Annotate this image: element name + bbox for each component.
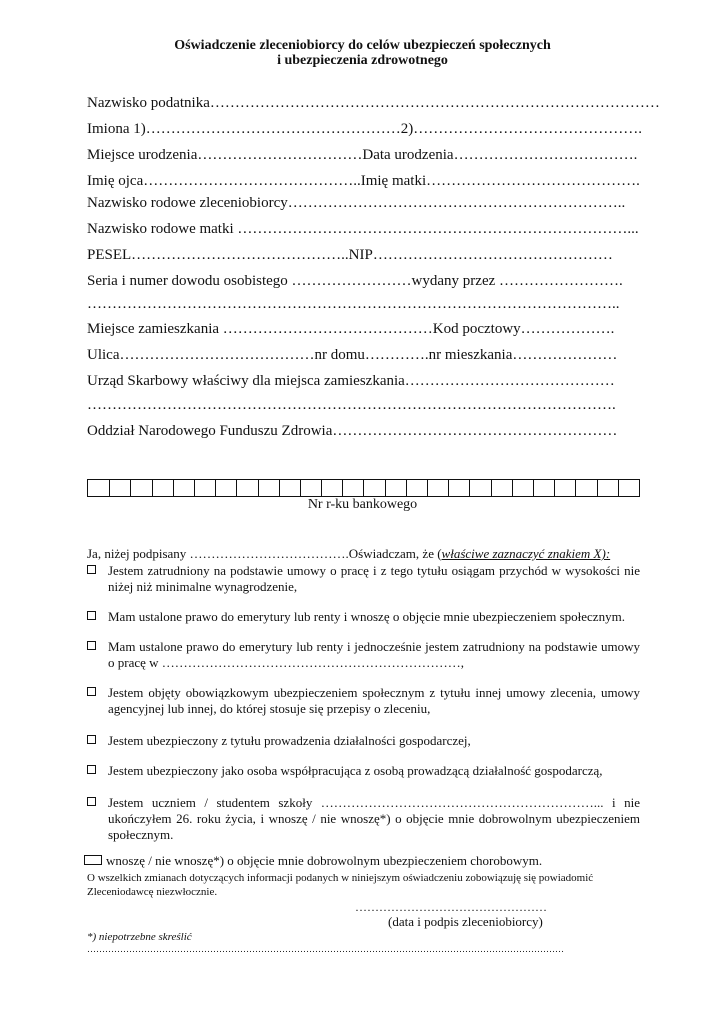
bank-account-digit-cell[interactable]	[618, 480, 639, 496]
option-pension	[87, 609, 640, 625]
bank-account-digit-cell[interactable]	[469, 480, 490, 496]
footnote: *) niepotrzebne skreślić	[87, 931, 192, 943]
bank-account-digit-cell[interactable]	[109, 480, 130, 496]
field-nfz-branch[interactable]: Oddział Narodowego Funduszu Zdrowia…………………………………………………	[87, 423, 618, 439]
bank-account-digit-cell[interactable]	[300, 480, 321, 496]
bank-account-digit-cell[interactable]	[321, 480, 342, 496]
field-residence-postal[interactable]: Miejsce zamieszkania ……………………………………Kod pocztowy……………….	[87, 321, 615, 337]
option-employed	[87, 563, 640, 595]
field-street-address[interactable]: Ulica…………………………………nr domu………….nr mieszkania…………………	[87, 347, 618, 363]
checkbox-pension[interactable]	[87, 611, 96, 620]
option-student	[87, 795, 640, 843]
option-sickness-insurance-text: wnoszę / nie wnoszę*) o objęcie mnie dobrowolnym ubezpieczeniem chorobowym.	[106, 853, 543, 868]
bank-account-digit-cell[interactable]	[236, 480, 257, 496]
checkbox-cooperating[interactable]	[87, 765, 96, 774]
bank-account-digit-cell[interactable]	[597, 480, 618, 496]
checkbox-pension-employed[interactable]	[87, 641, 96, 650]
bank-account-digit-cell[interactable]	[194, 480, 215, 496]
field-id-card[interactable]: Seria i numer dowodu osobistego ……………………wydany przez …………………….	[87, 273, 623, 289]
option-pension-employed-text: Mam ustalone prawo do emerytury lub renty i jednocześnie jestem zatrudniony na podstawie umowy o pracę w ……………………………………………………………,	[108, 639, 640, 670]
bank-account-digit-cell[interactable]	[533, 480, 554, 496]
option-business	[87, 733, 640, 749]
bottom-dotted-line: ……………………………………………………………………………………………………………………………………………	[87, 944, 564, 954]
option-cooperating-text: Jestem ubezpieczony jako osoba współpracująca z osobą prowadzącą działalność gospodarczą,	[108, 763, 603, 778]
field-tax-office[interactable]: Urząd Skarbowy właściwy dla miejsca zamieszkania……………………………………	[87, 373, 615, 389]
field-tax-office-continued[interactable]: …………………………………………………………………………………………….	[87, 397, 616, 413]
bank-account-digit-cell[interactable]	[512, 480, 533, 496]
declaration-instruction: właściwe zaznaczyć znakiem X):	[441, 546, 611, 561]
field-pesel-nip[interactable]: PESEL……………………………………..NIP…………………………………………	[87, 247, 613, 263]
checkbox-student[interactable]	[87, 797, 96, 806]
bank-account-digit-cell[interactable]	[448, 480, 469, 496]
bank-account-digit-cell[interactable]	[427, 480, 448, 496]
declaration-intro	[87, 546, 610, 562]
form-title-line2: i ubezpieczenia zdrowotnego	[277, 53, 448, 68]
bank-account-digit-cell[interactable]	[406, 480, 427, 496]
checkbox-employed[interactable]	[87, 565, 96, 574]
bank-account-digit-cell[interactable]	[342, 480, 363, 496]
change-notice: O wszelkich zmianach dotyczących informacji podanych w niniejszym oświadczeniu zobowiązuję się powiadomić Zleceniodawcę niezwłocznie.	[87, 872, 594, 898]
bank-account-digit-cell[interactable]	[385, 480, 406, 496]
option-employed-text: Jestem zatrudniony na podstawie umowy o pracę i z tego tytułu osiągam przychód w wysokości nie niżej niż minimalne wynagrodzenie,	[108, 563, 640, 594]
bank-account-grid[interactable]	[87, 479, 640, 497]
option-pension-employed	[87, 639, 640, 671]
bank-account-digit-cell[interactable]	[152, 480, 173, 496]
field-id-card-continued[interactable]: ……………………………………………………………………………………………..	[87, 296, 620, 312]
declaration-prefix: Ja, niżej podpisany ……………………………….Oświadczam, że (	[87, 546, 442, 561]
bank-account-digit-cell[interactable]	[554, 480, 575, 496]
field-maiden-name[interactable]: Nazwisko rodowe zleceniobiorcy…………………………………………………………..	[87, 195, 626, 211]
option-student-text: Jestem uczniem / studentem szkoły ………………………………………………………... i nie ukończyłem 26. roku życia, i wnoszę / nie wnoszę*) o objęcie mnie dobrowolnym ubezpieczeniem społecznym.	[108, 795, 640, 842]
field-taxpayer-surname[interactable]: Nazwisko podatnika………………………………………………………………………………	[87, 95, 660, 111]
signature-label: (data i podpis zleceniobiorcy)	[388, 914, 543, 929]
field-mother-maiden-name[interactable]: Nazwisko rodowe matki ……………………………………………………………………...	[87, 221, 639, 237]
option-pension-text: Mam ustalone prawo do emerytury lub renty i wnoszę o objęcie mnie ubezpieczeniem społecznym.	[108, 609, 625, 624]
option-business-text: Jestem ubezpieczony z tytułu prowadzenia działalności gospodarczej,	[108, 733, 471, 748]
checkbox-other-contract[interactable]	[87, 687, 96, 696]
bank-account-digit-cell[interactable]	[173, 480, 194, 496]
signature-line[interactable]: …………………………………………	[355, 900, 547, 914]
form-title-line1: Oświadczenie zleceniobiorcy do celów ubezpieczeń społecznych	[174, 38, 551, 53]
field-parents-names[interactable]: Imię ojca……………………………………..Imię matki…………………………………….	[87, 173, 640, 189]
bank-account-label: Nr r-ku bankowego	[307, 497, 418, 512]
bank-account-digit-cell[interactable]	[130, 480, 151, 496]
checkbox-business[interactable]	[87, 735, 96, 744]
option-other-contract	[87, 685, 640, 717]
bank-account-digit-cell[interactable]	[575, 480, 596, 496]
option-cooperating	[87, 763, 640, 779]
field-birth-place-date[interactable]: Miejsce urodzenia……………………………Data urodzenia……………………………….	[87, 147, 638, 163]
bank-account-digit-cell[interactable]	[491, 480, 512, 496]
bank-account-digit-cell[interactable]	[279, 480, 300, 496]
bank-account-digit-cell[interactable]	[88, 480, 109, 496]
field-first-names[interactable]: Imiona 1)……………………………………………2)……………………………………….	[87, 121, 642, 137]
bank-account-digit-cell[interactable]	[363, 480, 384, 496]
bank-account-digit-cell[interactable]	[258, 480, 279, 496]
option-other-contract-text: Jestem objęty obowiązkowym ubezpieczeniem społecznym z tytułu innej umowy zlecenia, umowy agencyjnej lub innej, do której stosuje się przepisy o zleceniu,	[108, 685, 640, 716]
checkbox-sickness-insurance[interactable]	[84, 855, 102, 865]
bank-account-digit-cell[interactable]	[215, 480, 236, 496]
